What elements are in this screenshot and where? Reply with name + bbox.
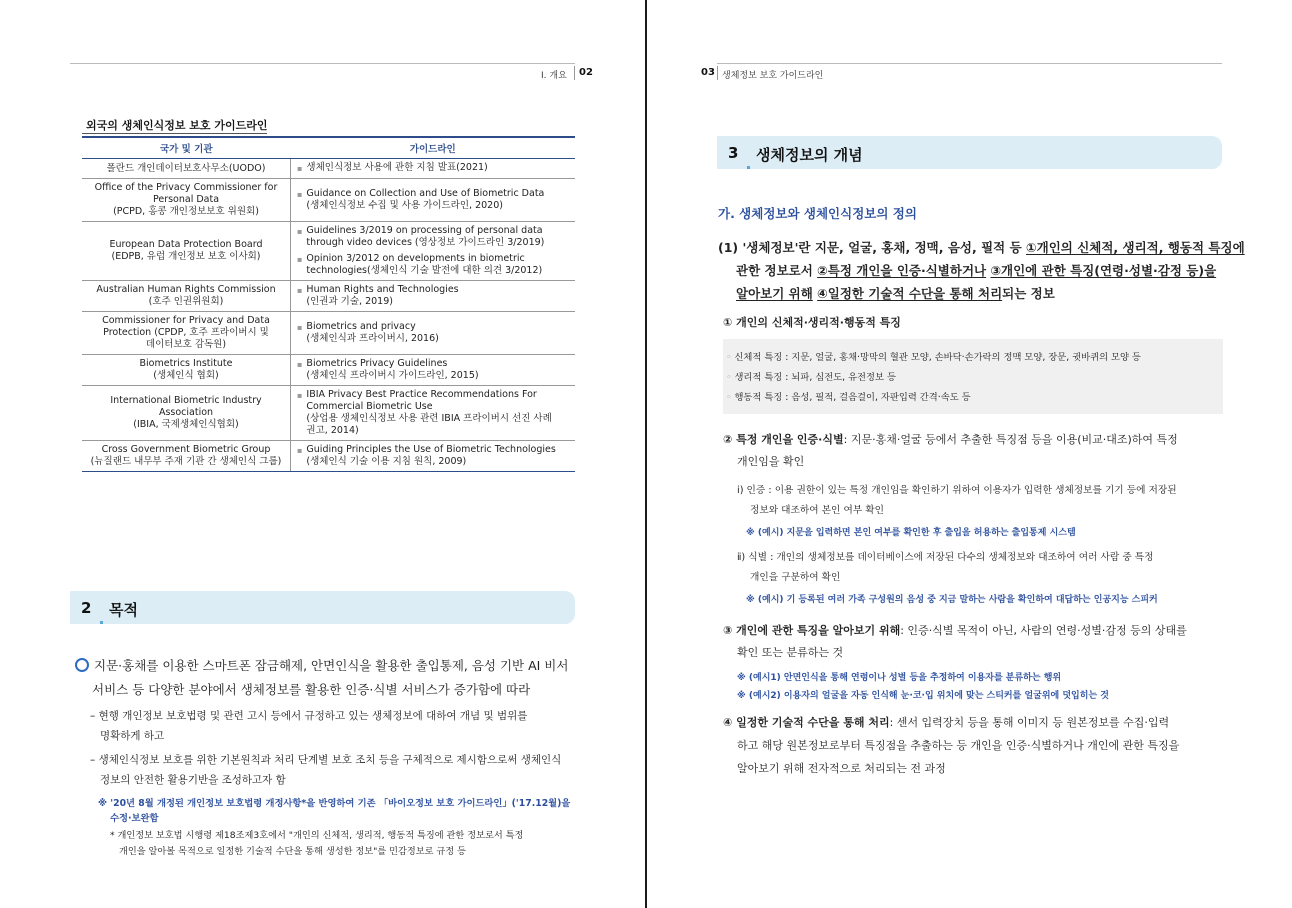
table-row	[82, 222, 575, 281]
guideline-cell	[291, 179, 576, 222]
org-line: (PCPD, 홍콩 개인정보보호 위원회)	[113, 206, 259, 217]
section-3-bar	[717, 136, 1222, 169]
item-3-example-2: ※ (예시2) 이용자의 얼굴을 자동 인식해 눈·코·입 위치에 맞는 스티커를 얼굴위에 덧입히는 것	[737, 691, 1109, 701]
guideline-cell	[291, 386, 576, 441]
guideline-cell	[291, 222, 576, 281]
org-line: Protection (CPDP, 호주 프라이버시 및	[103, 327, 269, 338]
item-4-cont-2: 알아보기 위해 전자적으로 처리되는 전 과정	[737, 762, 946, 775]
org-line: Association	[158, 407, 214, 418]
guideline-line: Human Rights and Technologies	[306, 284, 459, 295]
item-3-cont: 확인 또는 분류하는 것	[737, 646, 844, 659]
table-row	[82, 386, 575, 441]
section-number: 3	[728, 144, 739, 162]
definition-line-1: (1) '생체정보'란 지문, 얼굴, 홍채, 정맥, 음성, 필적 등 ①개인의 신체적, 생리적, 행동적 특징에	[718, 240, 1245, 255]
section-number: 2	[81, 599, 92, 617]
org-line: (생체인식 협회)	[153, 370, 219, 381]
guideline-line: 생체인식정보 사용에 관한 지침 발표(2021)	[306, 162, 488, 173]
item-4: ④ 일정한 기술적 수단을 통해 처리: 센서 입력장치 등을 통해 이미지 등 원본정보를 수집·입력	[723, 716, 1170, 729]
guideline-line: (생체인식 기술 이용 지침 원칙, 2009)	[306, 456, 467, 467]
guideline-line: Guidance on Collection and Use of Biometric Data	[306, 188, 545, 199]
org-line: Biometrics Institute	[139, 358, 233, 369]
auth-line-cont: 정보와 대조하여 본인 여부 확인	[750, 505, 884, 516]
bullet-icon: ▪	[297, 255, 303, 264]
section-2-bar	[70, 591, 575, 624]
guideline-item	[297, 162, 569, 175]
purpose-dash-1-cont: 명확하게 하고	[100, 730, 165, 742]
guideline-line: (생체인식과 프라이버시, 2016)	[306, 333, 439, 344]
section-title: 생체정보의 개념	[756, 146, 863, 164]
guideline-line: Guidelines 3/2019 on processing of personal data	[306, 225, 543, 236]
item-1-title: ① 개인의 신체적·생리적·행동적 특징	[723, 316, 901, 329]
bullet-icon: ▪	[297, 227, 303, 236]
auth-line: ⅰ) 인증 : 이용 권한이 있는 특정 개인임을 확인하기 위하여 이용자가 입력한 생체정보를 기기 등에 저장된	[737, 485, 1177, 496]
guideline-cell	[291, 355, 576, 386]
guideline-line: (생체인식정보 수집 및 사용 가이드라인, 2020)	[306, 200, 503, 211]
item-2: ② 특정 개인을 인증·식별: 지문·홍채·얼굴 등에서 추출한 특징점 등을 이용(비교·대조)하여 특정	[723, 433, 1178, 446]
guideline-item	[297, 188, 569, 212]
table-row	[82, 179, 575, 222]
purpose-paragraph-cont: 서비스 등 다양한 분야에서 생체정보를 활용한 인증·식별 서비스가 증가함에 따라	[92, 682, 531, 697]
guideline-cell	[291, 441, 576, 472]
table-row	[82, 312, 575, 355]
item-4-cont: 하고 해당 원본정보로부터 특징점을 추출하는 등 개인을 인증·식별하거나 개인에 관한 특징을	[737, 739, 1180, 752]
footnote: * 개인정보 보호법 시행령 제18조제3호에서 "개인의 신체적, 생리적, 행동적 특징에 관한 정보로서 특정	[110, 830, 524, 841]
column-header: 가이드라인	[291, 137, 576, 159]
section-tick	[747, 166, 750, 169]
org-cell	[82, 281, 291, 312]
org-cell	[82, 441, 291, 472]
bullet-icon: ▪	[297, 360, 303, 369]
table-row	[82, 441, 575, 472]
org-line: 데이터보호 감독원)	[145, 339, 227, 350]
bullet-icon: ▪	[297, 164, 303, 173]
guideline-table	[82, 136, 575, 472]
purpose-dash-1: – 현행 개인정보 보호법령 및 관련 고시 등에서 규정하고 있는 생체정보에 대하여 개념 및 범위를	[90, 710, 528, 722]
guideline-cell	[291, 281, 576, 312]
header-title: 생체정보 보호 가이드라인	[722, 71, 824, 81]
header-rule	[717, 63, 1222, 64]
guideline-line: Guiding Principles the Use of Biometric Technologies	[306, 444, 556, 455]
table-row	[82, 281, 575, 312]
org-line: Cross Government Biometric Group	[101, 444, 271, 455]
revision-note-cont: 수정·보완함	[110, 813, 159, 824]
guideline-item	[297, 444, 569, 468]
item-2-cont: 개인임을 확인	[737, 455, 805, 468]
org-line: Australian Human Rights Commission	[96, 284, 276, 295]
guideline-line: Commercial Biometric Use	[306, 401, 433, 412]
org-cell	[82, 355, 291, 386]
guideline-line: through video devices (영상정보 가이드라인 3/2019)	[306, 237, 545, 248]
guideline-line: Biometrics and privacy	[306, 321, 416, 332]
section-tick	[100, 621, 103, 624]
identify-example: ※ (예시) 기 등록된 여러 가족 구성원의 음성 중 지금 말하는 사람을 확인하여 대답하는 인공지능 스피커	[746, 595, 1158, 605]
purpose-dash-2: – 생체인식정보 보호를 위한 기본원칙과 처리 단계별 보호 조치 등을 구체적으로 제시함으로써 생체인식	[90, 754, 562, 766]
page-number: 02	[579, 67, 593, 78]
box-item: ◦ 행동적 특징 : 음성, 필적, 걸음걸이, 자판입력 간격·속도 등	[726, 392, 971, 403]
identify-line: ⅱ) 식별 : 개인의 생체정보를 데이터베이스에 저장된 다수의 생체정보와 대조하여 여러 사람 중 특정	[737, 552, 1154, 563]
guideline-cell	[291, 159, 576, 179]
bullet-icon: ▪	[297, 286, 303, 295]
section-title: 목적	[109, 601, 138, 619]
guideline-item	[297, 225, 569, 249]
org-line: Commissioner for Privacy and Data	[102, 315, 270, 326]
header-section: Ⅰ. 개요	[541, 71, 567, 81]
org-line: (호주 인권위원회)	[148, 296, 224, 307]
guideline-item	[297, 358, 569, 382]
guideline-line: (인권과 기술, 2019)	[306, 296, 393, 307]
org-line: European Data Protection Board	[109, 239, 263, 250]
definition-line-2: 관한 정보로서 ②특정 개인을 인증·식별하거나 ③개인에 관한 특징(연령·성별·감정 등)을	[736, 263, 1217, 278]
org-line: Office of the Privacy Commissioner for	[94, 182, 278, 193]
circle-bullet-icon	[75, 658, 89, 672]
footnote-cont: 개인을 알아볼 목적으로 일정한 기술적 수단을 통해 생성한 정보"를 민감정보로 규정 등	[119, 846, 466, 857]
org-line: (IBIA, 국제생체인식협회)	[133, 419, 239, 430]
guideline-item	[297, 284, 569, 308]
bullet-icon: ▪	[297, 391, 303, 400]
box-item: ◦ 신체적 특징 : 지문, 얼굴, 홍채·망막의 혈관 모양, 손바닥·손가락의 정맥 모양, 장문, 귓바퀴의 모양 등	[726, 352, 1141, 363]
box-item: ◦ 생리적 특징 : 뇌파, 심전도, 유전정보 등	[726, 372, 896, 383]
org-cell	[82, 159, 291, 179]
guideline-item	[297, 389, 569, 437]
org-cell	[82, 312, 291, 355]
purpose-dash-2-cont: 정보의 안전한 활용기반을 조성하고자 함	[100, 774, 286, 786]
header-divider	[717, 66, 718, 80]
guideline-item	[297, 253, 569, 277]
guideline-line: (상업용 생체인식정보 사용 관련 IBIA 프라이버시 선진 사례	[306, 413, 552, 424]
column-header: 국가 및 기관	[82, 137, 291, 159]
org-line: (뉴질랜드 내무부 주재 기관 간 생체인식 그룹)	[90, 456, 282, 467]
guideline-line: Biometrics Privacy Guidelines	[306, 358, 448, 369]
bullet-icon: ▪	[297, 323, 303, 332]
page-number: 03	[701, 67, 715, 78]
guideline-line: Opinion 3/2012 on developments in biometric	[306, 253, 525, 264]
bullet-icon: ▪	[297, 446, 303, 455]
table-row	[82, 159, 575, 179]
subsection-title: 가. 생체정보와 생체인식정보의 정의	[718, 206, 917, 221]
org-line: 폴란드 개인데이터보호사무소(UODO)	[106, 162, 266, 174]
org-cell	[82, 179, 291, 222]
guideline-cell	[291, 312, 576, 355]
definition-line-3: 알아보기 위해 ④일정한 기술적 수단을 통해 처리되는 정보	[736, 286, 1055, 301]
guideline-item	[297, 321, 569, 345]
item-3: ③ 개인에 관한 특징을 알아보기 위해: 인증·식별 목적이 아닌, 사람의 연령·성별·감정 등의 상태를	[723, 624, 1187, 637]
guideline-line: 권고, 2014)	[306, 425, 359, 436]
org-cell	[82, 386, 291, 441]
org-line: (EDPB, 유럽 개인정보 보호 이사회)	[111, 251, 261, 262]
table-title-rule	[82, 133, 267, 134]
header-rule	[70, 63, 575, 64]
guideline-line: IBIA Privacy Best Practice Recommendations For	[306, 389, 537, 400]
guideline-line: (생체인식 프라이버시 가이드라인, 2015)	[306, 370, 479, 381]
guideline-line: technologies(생체인식 기술 발전에 대한 의견 3/2012)	[306, 265, 543, 276]
auth-example: ※ (예시) 지문을 입력하면 본인 여부를 확인한 후 출입을 허용하는 출입통제 시스템	[746, 528, 1076, 538]
identify-line-cont: 개인을 구분하여 확인	[750, 572, 841, 583]
table-title: 외국의 생체인식정보 보호 가이드라인	[86, 119, 268, 132]
bullet-icon: ▪	[297, 190, 303, 199]
header-divider	[574, 66, 575, 80]
purpose-paragraph: 지문·홍채를 이용한 스마트폰 잠금해제, 안면인식을 활용한 출입통제, 음성 기반 AI 비서	[75, 656, 568, 674]
table-header-row	[82, 137, 575, 159]
org-line: Personal Data	[152, 194, 220, 205]
item-3-example-1: ※ (예시1) 안면인식을 통해 연령이나 성별 등을 추정하여 이용자를 분류하는 행위	[737, 673, 1062, 683]
revision-note: ※ '20년 8월 개정된 개인정보 보호법령 개정사항*을 반영하여 기존 「바이오정보 보호 가이드라인」('17.12월)을	[98, 798, 571, 809]
org-cell	[82, 222, 291, 281]
table-row	[82, 355, 575, 386]
left-page	[0, 0, 645, 908]
org-line: International Biometric Industry	[110, 395, 262, 406]
